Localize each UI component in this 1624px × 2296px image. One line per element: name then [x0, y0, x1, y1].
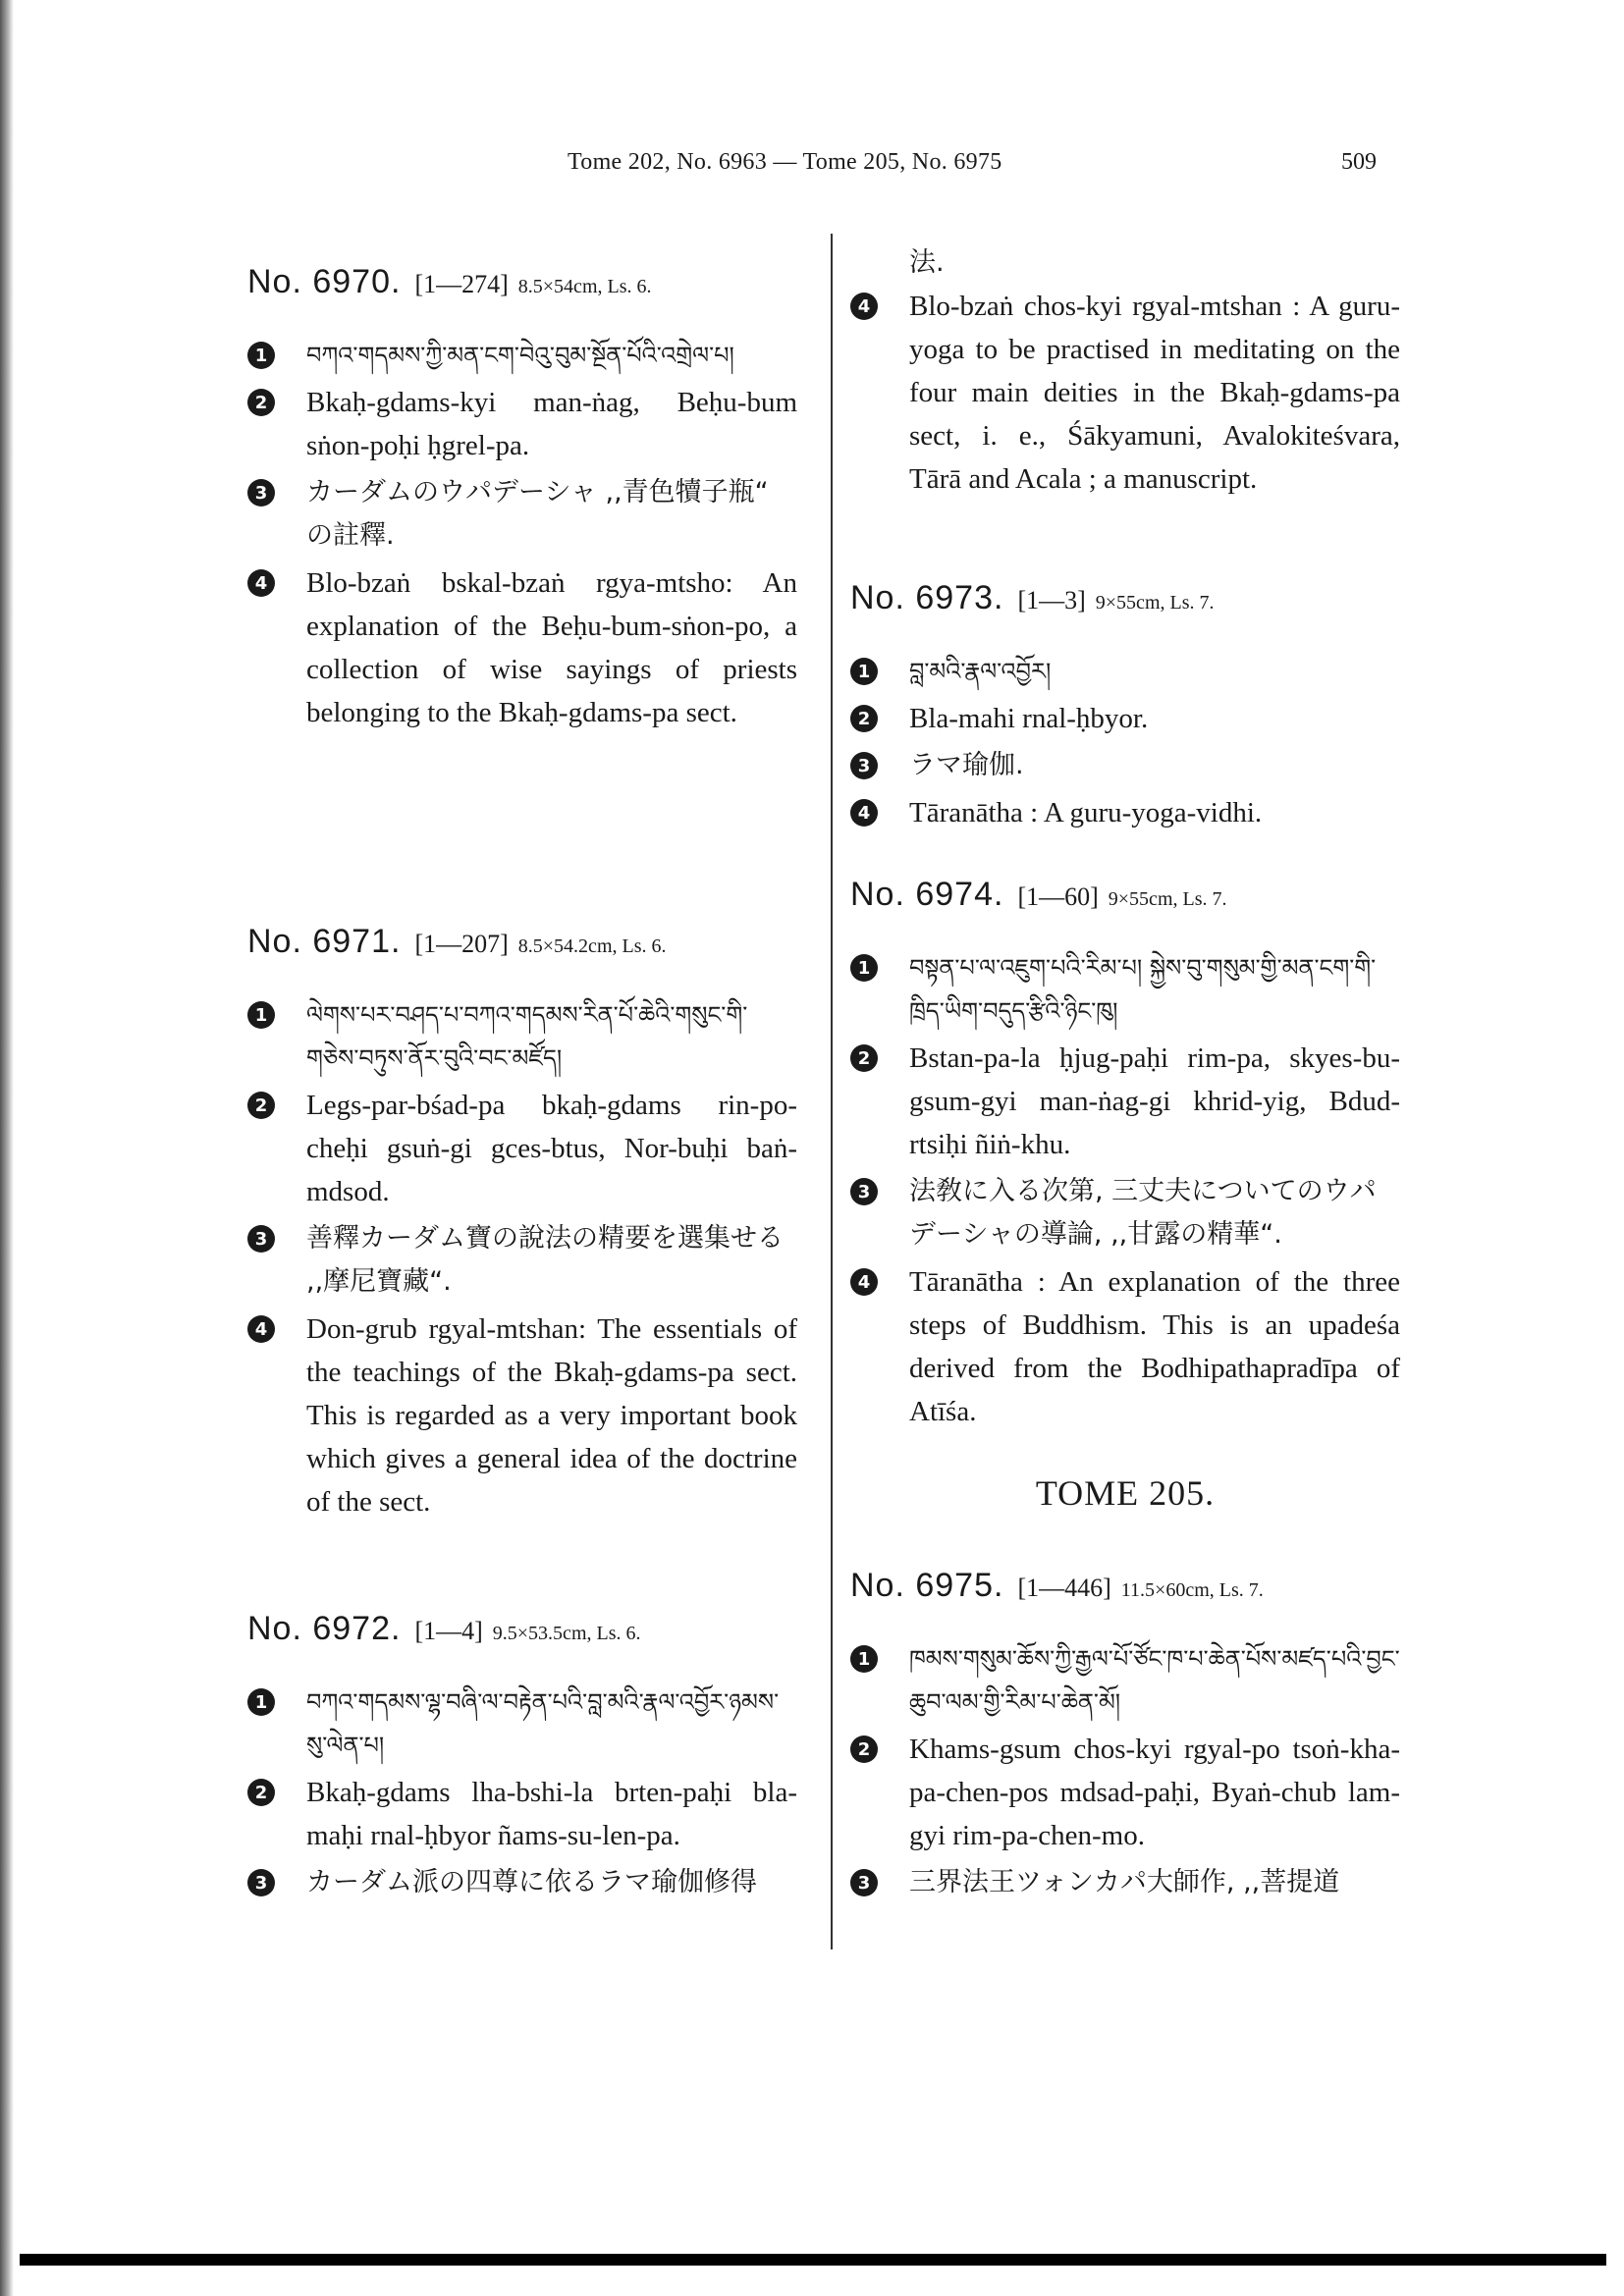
running-header [0, 149, 1624, 188]
japanese-title: 善釋カーダム寶の說法の精要を選集せる ,,摩尼寶藏“. [306, 1223, 784, 1297]
description: Tāranātha : A guru-yoga-vidhi. [909, 797, 1263, 828]
item-tibetan [850, 946, 1400, 1033]
entry-number: No. 6973. [850, 579, 1004, 616]
item-number-badge: 2 [850, 1044, 878, 1072]
tibetan-title: བཀའ་གདམས་ལྷ་བཞི་ལ་བརྟེན་པའི་བླ་མའི་རྣལ་འབྱོར་ཉམས་སུ་ལེན་པ། [306, 1688, 780, 1759]
dimensions: 9×55cm, Ls. 7. [1095, 592, 1215, 614]
entry-number: No. 6971. [247, 923, 402, 960]
tibetan-title: བླ་མའི་རྣལ་འབྱོར། [909, 658, 1052, 685]
item-description [850, 1260, 1400, 1433]
transliteration: Bkaḥ-gdams-kyi man-ṅag, Beḥu-bum sṅon-poḥi ḥgrel-pa. [306, 387, 797, 461]
item-japanese [247, 471, 797, 558]
item-number-badge: 3 [247, 1869, 275, 1896]
item-number-badge: 1 [850, 658, 878, 685]
item-number-badge: 1 [850, 954, 878, 982]
entry-number: No. 6975. [850, 1567, 1004, 1604]
item-number-badge: 2 [850, 705, 878, 732]
item-transliteration [247, 381, 797, 467]
transliteration: Legs-par-bśad-pa bkaḥ-gdams rin-po-cheḥi gsuṅ-gi gces-btus, Nor-buḥi baṅ-mdsod. [306, 1090, 797, 1207]
entry-6971 [247, 923, 797, 1527]
item-number-badge: 4 [850, 293, 878, 320]
folio-range: [1—274] [414, 270, 509, 298]
item-description [850, 791, 1400, 834]
item-tibetan [247, 1681, 797, 1767]
item-number-badge: 4 [247, 1315, 275, 1343]
entry-6972-continued [850, 285, 1400, 505]
entry-number: No. 6974. [850, 876, 1004, 913]
item-description [247, 1308, 797, 1523]
entry-6970 [247, 263, 797, 738]
tibetan-title: ཁམས་གསུམ་ཆོས་ཀྱི་རྒྱལ་པོ་ཙོང་ཁ་པ་ཆེན་པོས་མཛད་པའི་བྱང་ཆུབ་ལམ་གྱི་རིམ་པ་ཆེན་མོ། [909, 1645, 1400, 1716]
japanese-title: 三界法王ツォンカパ大師作, ,,菩提道 [909, 1867, 1340, 1897]
item-number-badge: 1 [247, 1688, 275, 1716]
item-number-badge: 2 [247, 1779, 275, 1806]
dimensions: 11.5×60cm, Ls. 7. [1120, 1579, 1264, 1601]
item-transliteration [247, 1084, 797, 1213]
item-japanese [247, 1217, 797, 1304]
column-divider [831, 234, 833, 1949]
item-tibetan [247, 993, 797, 1080]
tibetan-title: ལེགས་པར་བཤད་པ་བཀའ་གདམས་རིན་པོ་ཆེའི་གསུང་གི་གཅེས་བཏུས་ནོར་བུའི་བང་མཛོད། [306, 1001, 748, 1072]
running-title: Tome 202, No. 6963 — Tome 205, No. 6975 [568, 149, 1002, 175]
item-number-badge: 1 [247, 342, 275, 369]
item-japanese [850, 1170, 1400, 1256]
item-description [850, 285, 1400, 501]
entry-heading [247, 1610, 797, 1665]
entry-heading [247, 263, 797, 318]
tibetan-title: བཀའ་གདམས་ཀྱི་མན་ངག་བེའུ་བུམ་སྔོན་པོའི་འགྲེལ་པ། [306, 342, 734, 369]
item-transliteration [850, 697, 1400, 740]
entry-heading [850, 579, 1400, 634]
item-transliteration [850, 1728, 1400, 1857]
entry-heading [850, 876, 1400, 931]
entry-6972 [247, 1610, 797, 1908]
item-number-badge: 2 [247, 389, 275, 416]
description: Tāranātha : An explanation of the three steps of Buddhism. This is an upadeśa derived from the Bodhipathapradīpa of Atīśa. [909, 1266, 1400, 1427]
entry-number: No. 6970. [247, 263, 402, 300]
dimensions: 8.5×54cm, Ls. 6. [517, 276, 652, 297]
item-tibetan [247, 334, 797, 377]
japanese-title: ラマ瑜伽. [909, 750, 1024, 780]
item-number-badge: 4 [850, 799, 878, 827]
entry-6974 [850, 876, 1400, 1437]
japanese-title: カーダム派の四尊に依るラマ瑜伽修得 [306, 1867, 757, 1897]
entry-heading [850, 1567, 1400, 1622]
folio-range: [1—4] [414, 1617, 483, 1645]
japanese-title: カーダムのウパデーシャ ,,青色犢子瓶“ の註釋. [306, 477, 769, 551]
scan-left-edge [0, 0, 14, 2296]
item-transliteration [247, 1771, 797, 1857]
description: Blo-bzaṅ bskal-bzaṅ rgya-mtsho: An explanation of the Beḥu-bum-sṅon-po, a collection of wise sayings of priests belonging to the Bkaḥ-gdams-pa sect. [306, 567, 797, 728]
item-number-badge: 2 [850, 1735, 878, 1763]
folio-range: [1—60] [1017, 882, 1099, 911]
description: Don-grub rgyal-mtshan: The essentials of the teachings of the Bkaḥ-gdams-pa sect. This is regarded as a very important book which gives a general idea of the doctrine of the sect. [306, 1313, 797, 1518]
item-japanese [247, 1861, 797, 1904]
item-number-badge: 1 [850, 1645, 878, 1673]
dimensions: 9.5×53.5cm, Ls. 6. [492, 1623, 641, 1644]
item-number-badge: 3 [247, 479, 275, 507]
folio-range: [1—207] [414, 930, 509, 958]
item-japanese [850, 1861, 1400, 1904]
item-tibetan [850, 1637, 1400, 1724]
item-transliteration [850, 1037, 1400, 1166]
description: Blo-bzaṅ chos-kyi rgyal-mtshan : A guru-yoga to be practised in meditating on the four main deities in the Bkaḥ-gdams-pa sect, i. e., Śākyamuni, Avalokiteśvara, Tārā and Acala ; a manuscript. [909, 291, 1400, 495]
item-japanese [850, 744, 1400, 787]
entry-number: No. 6972. [247, 1610, 402, 1647]
item-number-badge: 2 [247, 1092, 275, 1119]
item-description [247, 561, 797, 734]
item-tibetan [850, 650, 1400, 693]
dimensions: 8.5×54.2cm, Ls. 6. [517, 935, 667, 957]
folio-range: [1—446] [1017, 1574, 1111, 1602]
item-number-badge: 4 [247, 569, 275, 597]
entry-6975 [850, 1567, 1400, 1908]
item-number-badge: 4 [850, 1268, 878, 1296]
transliteration: Khams-gsum chos-kyi rgyal-po tsoṅ-kha-pa-chen-pos mdsad-paḥi, Byaṅ-chub lam-gyi rim-pa-chen-mo. [909, 1734, 1400, 1851]
scan-bottom-edge [20, 2254, 1606, 2266]
item-number-badge: 3 [850, 752, 878, 779]
transliteration: Bstan-pa-la ḥjug-paḥi rim-pa, skyes-bu-gsum-gyi man-ṅag-gi khrid-yig, Bdud-rtsiḥi ñiṅ-khu. [909, 1042, 1400, 1160]
folio-range: [1—3] [1017, 586, 1086, 614]
continuation-text: 法. [909, 247, 945, 278]
tome-heading: TOME 205. [1035, 1473, 1216, 1513]
japanese-title: 法敎に入る次第, 三丈夫についてのウパデーシャの導論, ,,甘露の精華“. [909, 1176, 1377, 1250]
entry-6973 [850, 579, 1400, 838]
entry-heading [247, 923, 797, 978]
page-number: 509 [1341, 149, 1377, 175]
item-number-badge: 3 [247, 1225, 275, 1253]
tibetan-title: བསྟན་པ་ལ་འཇུག་པའི་རིམ་པ། སྐྱེས་བུ་གསུམ་གྱི་མན་ངག་གི་ཁྲིད་ཡིག་བདུད་རྩིའི་ཉིང་ཁུ། [909, 954, 1377, 1025]
transliteration: Bkaḥ-gdams lha-bshi-la brten-paḥi bla-maḥi rnal-ḥbyor ñams-su-len-pa. [306, 1777, 797, 1851]
transliteration: Bla-mahi rnal-ḥbyor. [909, 703, 1149, 734]
item-number-badge: 3 [850, 1178, 878, 1205]
dimensions: 9×55cm, Ls. 7. [1108, 888, 1227, 910]
item-number-badge: 1 [247, 1001, 275, 1029]
item-number-badge: 3 [850, 1869, 878, 1896]
